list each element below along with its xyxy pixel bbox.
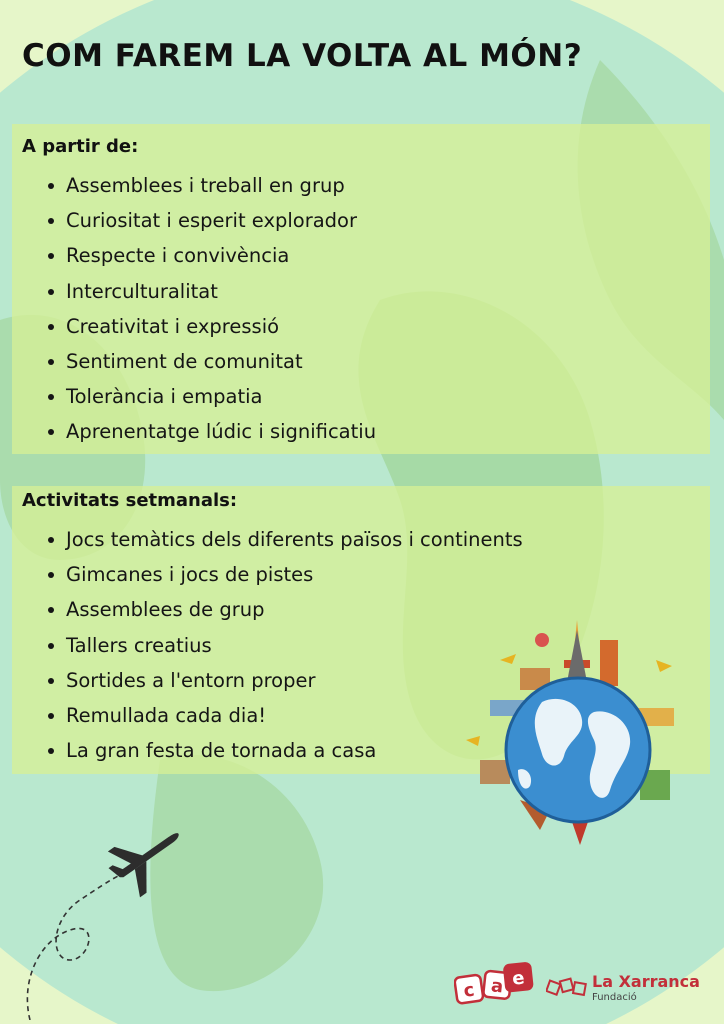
list-item xyxy=(48,414,376,449)
list-item-text: Jocs temàtics dels diferents països i continents xyxy=(66,528,523,551)
list-item xyxy=(48,203,376,238)
bullet-icon xyxy=(48,324,54,330)
list-item xyxy=(48,733,523,768)
list-item xyxy=(48,238,376,273)
list-item-text: Aprenentatge lúdic i significatiu xyxy=(66,420,377,444)
principles-list xyxy=(48,168,376,450)
list-item-text: Sentiment de comunitat xyxy=(66,350,303,374)
cae-letter-e: e xyxy=(511,967,526,990)
list-item-text: Sortides a l'entorn proper xyxy=(66,668,316,692)
list-item xyxy=(48,168,376,203)
list-item xyxy=(48,557,523,592)
list-item xyxy=(48,522,523,557)
list-item xyxy=(48,344,376,379)
list-item xyxy=(48,274,376,309)
bullet-icon xyxy=(48,537,54,543)
list-item-text: Curiositat i esperit explorador xyxy=(66,209,357,233)
bullet-icon xyxy=(48,289,54,295)
cae-letter-c: c xyxy=(462,979,476,1002)
list-item xyxy=(48,592,523,627)
bullet-icon xyxy=(48,607,54,613)
cae-logo xyxy=(454,962,534,1012)
list-item-text: Tallers creatius xyxy=(66,633,212,657)
list-item-text: Remullada cada dia! xyxy=(66,704,267,728)
bullet-icon xyxy=(48,572,54,578)
list-item-text: Gimcanes i jocs de pistes xyxy=(66,563,314,587)
activities-list xyxy=(48,522,523,768)
xarranca-name: La Xarranca xyxy=(592,972,700,991)
principles-panel xyxy=(12,124,710,454)
list-item-text: Respecte i convivència xyxy=(66,244,290,268)
list-item-text: Assemblees i treball en grup xyxy=(66,174,345,197)
bullet-icon xyxy=(48,394,54,400)
principles-heading: A partir de: xyxy=(22,136,139,157)
bullet-icon xyxy=(48,183,54,189)
list-item xyxy=(48,379,376,414)
bullet-icon xyxy=(48,218,54,224)
activities-heading: Activitats setmanals: xyxy=(22,490,238,511)
list-item-text: Creativitat i expressió xyxy=(66,314,280,338)
bullet-icon xyxy=(48,429,54,435)
bullet-icon xyxy=(48,678,54,684)
list-item xyxy=(48,698,523,733)
list-item-text: La gran festa de tornada a casa xyxy=(66,739,377,763)
xarranca-logo xyxy=(546,972,706,1012)
cae-letter-a: a xyxy=(490,975,505,998)
xarranca-sub: Fundació xyxy=(592,992,637,1003)
page-title: COM FAREM LA VOLTA AL MÓN? xyxy=(22,38,583,74)
list-item xyxy=(48,663,523,698)
bullet-icon xyxy=(48,643,54,649)
list-item xyxy=(48,628,523,663)
list-item xyxy=(48,309,376,344)
list-item-text: Tolerància i empatia xyxy=(66,385,263,409)
bullet-icon xyxy=(48,359,54,365)
bullet-icon xyxy=(48,748,54,754)
xarranca-squares-icon xyxy=(546,976,588,1000)
globe-landmarks-icon xyxy=(460,620,695,855)
airplane-icon xyxy=(20,830,190,1020)
list-item-text: Interculturalitat xyxy=(66,279,218,303)
bullet-icon xyxy=(48,253,54,259)
list-item-text: Assemblees de grup xyxy=(66,598,265,622)
bullet-icon xyxy=(48,713,54,719)
